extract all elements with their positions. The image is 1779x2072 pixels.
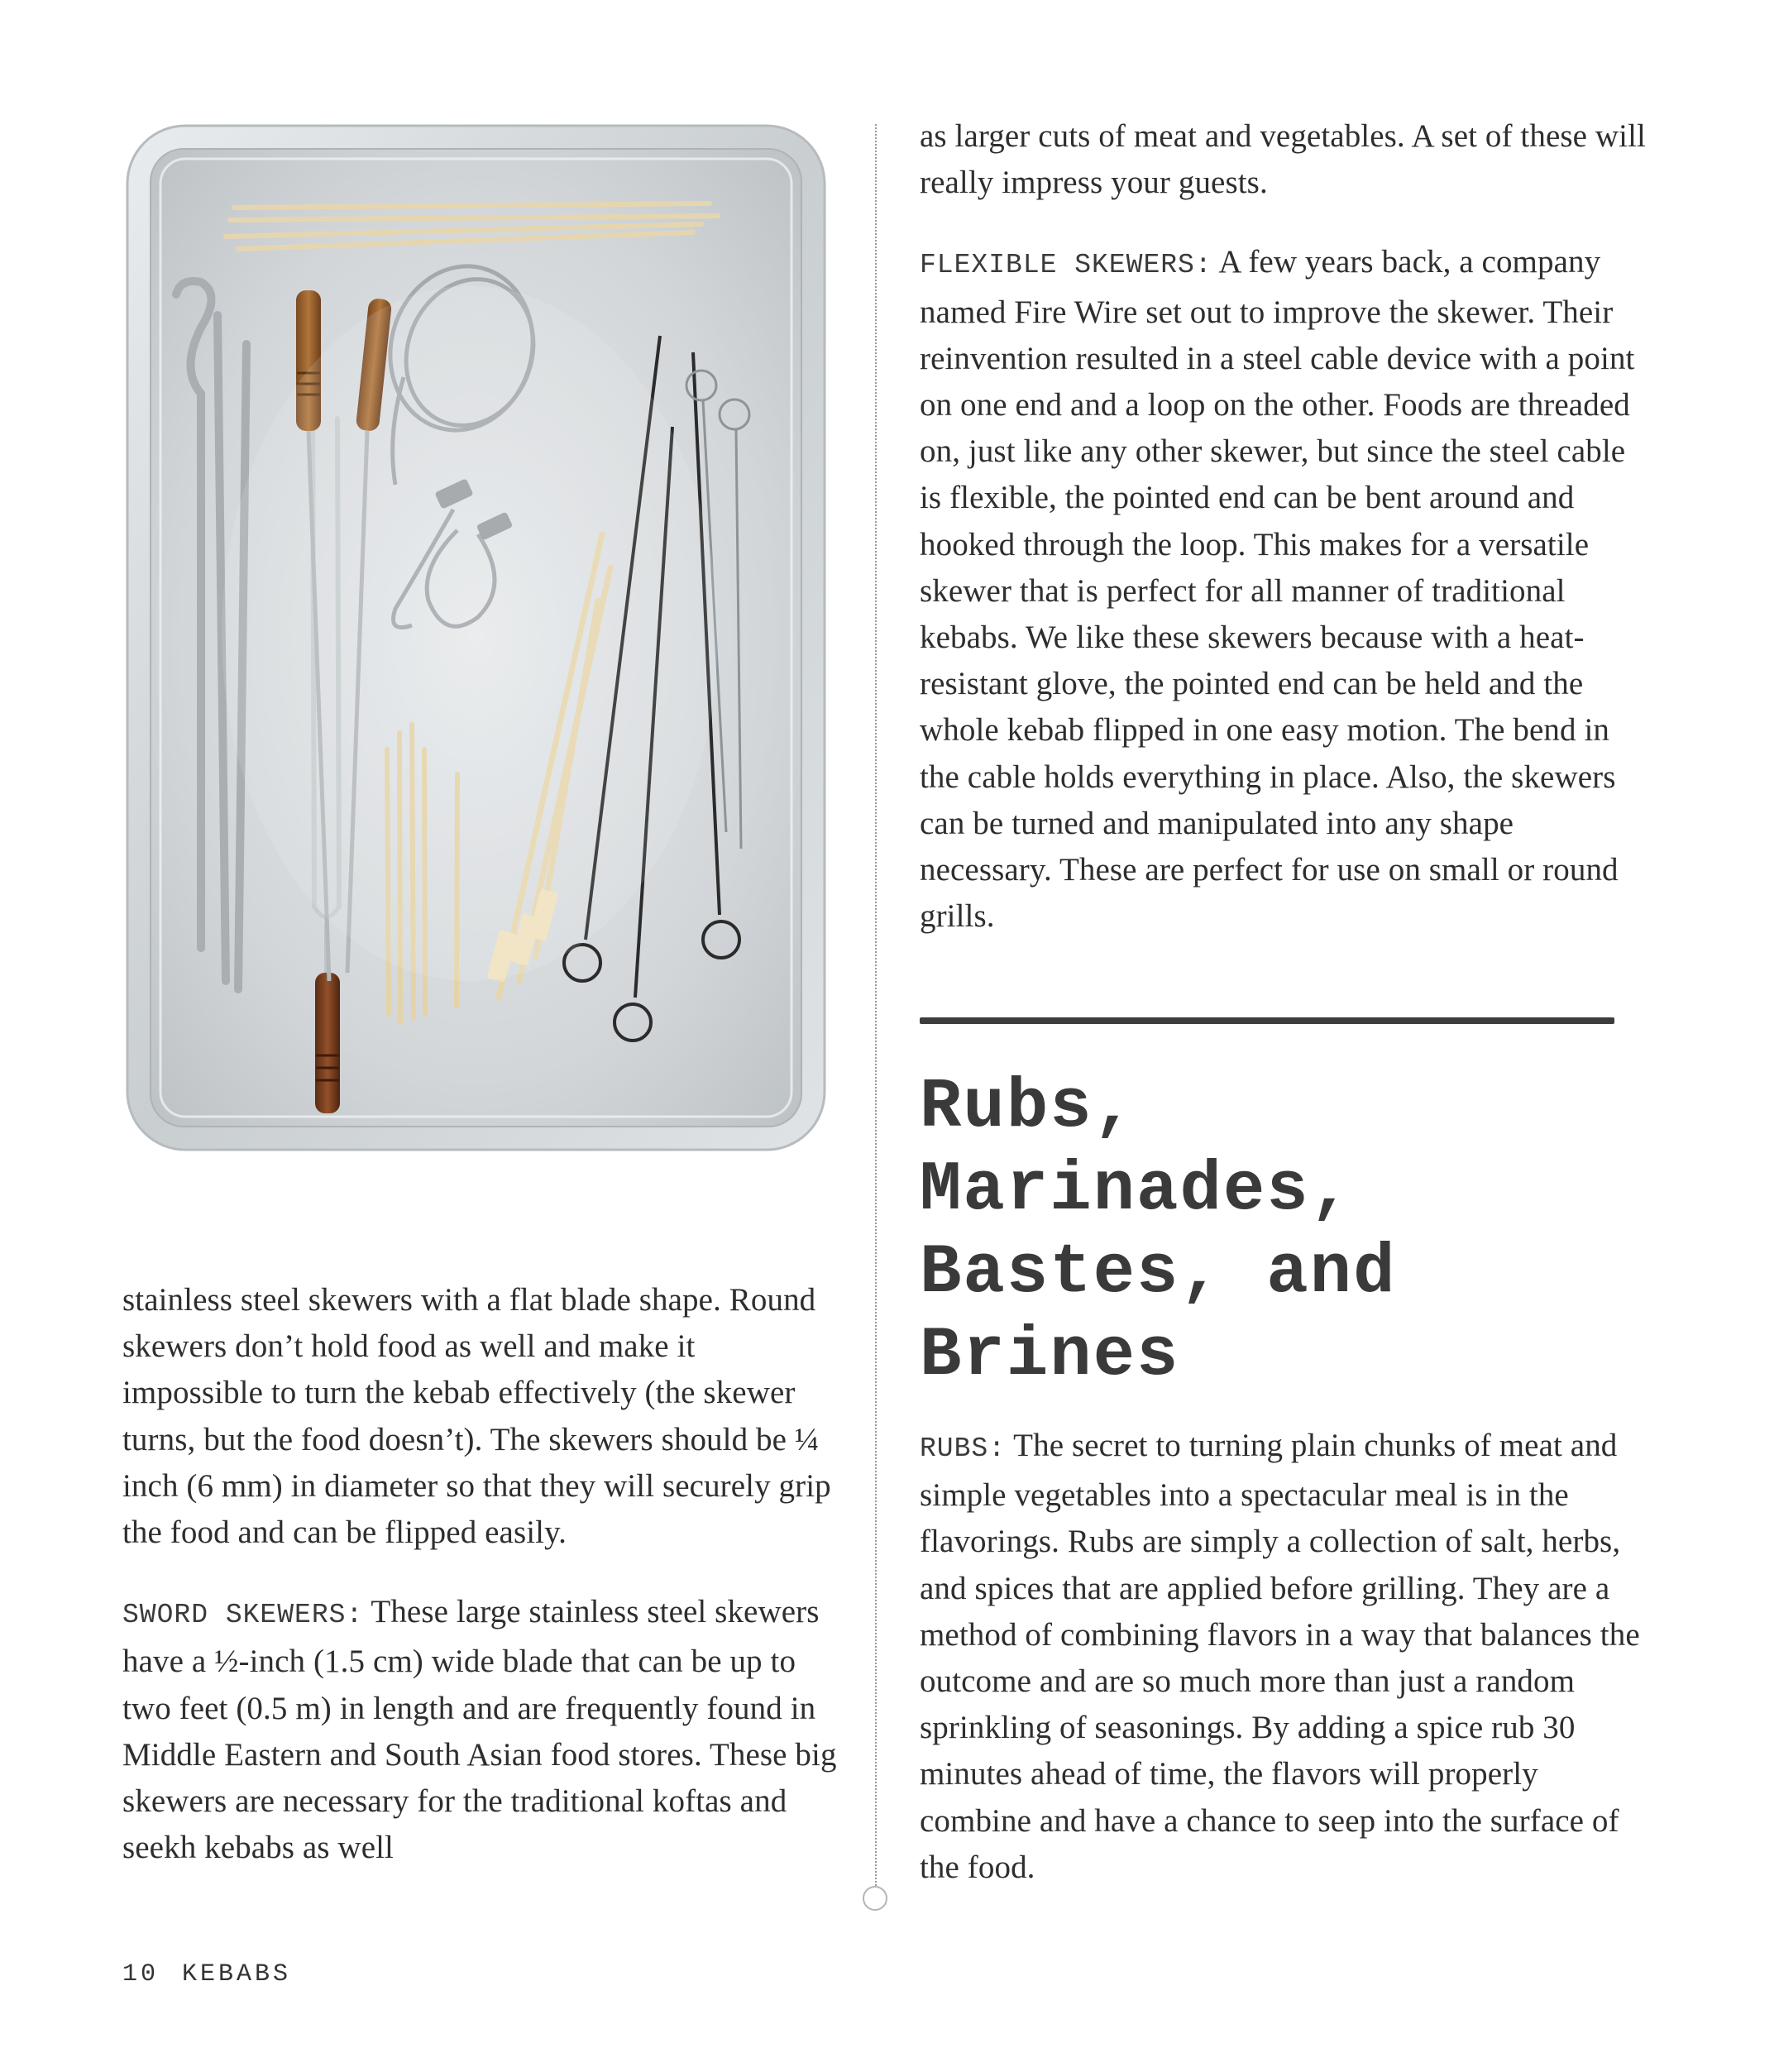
heading-line-4: Brines (920, 1317, 1180, 1395)
sword-skewers-paragraph (122, 1589, 842, 1871)
heading-line-3: Bastes, and (920, 1234, 1397, 1313)
column-divider-end-circle (863, 1886, 887, 1911)
right-column-bottom (920, 1423, 1647, 1891)
left-paragraph-1: stainless steel skewers with a flat blade shape. Round skewers don’t hold food as well and make it impossible to turn the kebab effectively (the skewer turns, but the food doesn’t). The skewers should be ¼ inch (6 mm) in diameter so that they will securely grip the food and can be flipped easily. (122, 1282, 831, 1551)
sword-skewers-lead: SWORD SKEWERS: (122, 1600, 364, 1631)
heading-line-1: Rubs, (920, 1069, 1137, 1147)
skewers-photo (122, 121, 830, 1155)
sword-skewers-body: These large stainless steel skewers have a ½-inch (1.5 cm) wide blade that can be up to two feet (0.5 m) in length and are frequently found in Middle Eastern and South Asian food stores. These big skewers are necessary for the traditional koftas and seekh kebabs as well (122, 1594, 837, 1866)
section-rule (920, 1017, 1614, 1024)
page-footer (122, 1960, 291, 1988)
right-column-top (920, 113, 1647, 940)
left-column (122, 1277, 842, 1871)
column-divider (875, 124, 877, 1886)
page-number: 10 (122, 1960, 160, 1988)
rubs-body: The secret to turning plain chunks of meat and simple vegetables into a spectacular meal is in the flavorings. Rubs are simply a collection of salt, herbs, and spices that are applied before grilling. They are a method of combining flavors in a way that balances the outcome and are so much more than just a random sprinkling of seasonings. By adding a spice rub 30 minutes ahead of time, the flavors will properly combine and have a chance to seep into the surface of the food. (920, 1428, 1640, 1885)
skewers-photo-illustration (122, 121, 830, 1155)
flexible-skewers-lead: FLEXIBLE SKEWERS: (920, 250, 1212, 281)
heading-line-2: Marinades, (920, 1151, 1354, 1230)
flexible-skewers-paragraph (920, 239, 1647, 940)
right-paragraph-1: as larger cuts of meat and vegetables. A set of these will really impress your guests. (920, 118, 1646, 201)
rubs-lead: RUBS: (920, 1433, 1007, 1464)
running-title: KEBABS (182, 1960, 292, 1988)
flexible-skewers-body: A few years back, a company named Fire Wire set out to improve the skewer. Their reinvention resulted in a steel cable device with a point on one end and a loop on the other. Foods are threaded on, just like any other skewer, but since the steel cable is flexible, the pointed end can be bent around and hooked through the loop. This makes for a versatile skewer that is perfect for all manner of traditional kebabs. We like these skewers because with a heat-resistant glove, the pointed end can be held and the whole kebab flipped in one easy motion. The bend in the cable holds everything in place. Also, the skewers can be turned and manipulated into any shape necessary. These are perfect for use on small or round grills. (920, 244, 1635, 935)
section-heading (920, 1067, 1664, 1398)
rubs-paragraph (920, 1423, 1647, 1891)
